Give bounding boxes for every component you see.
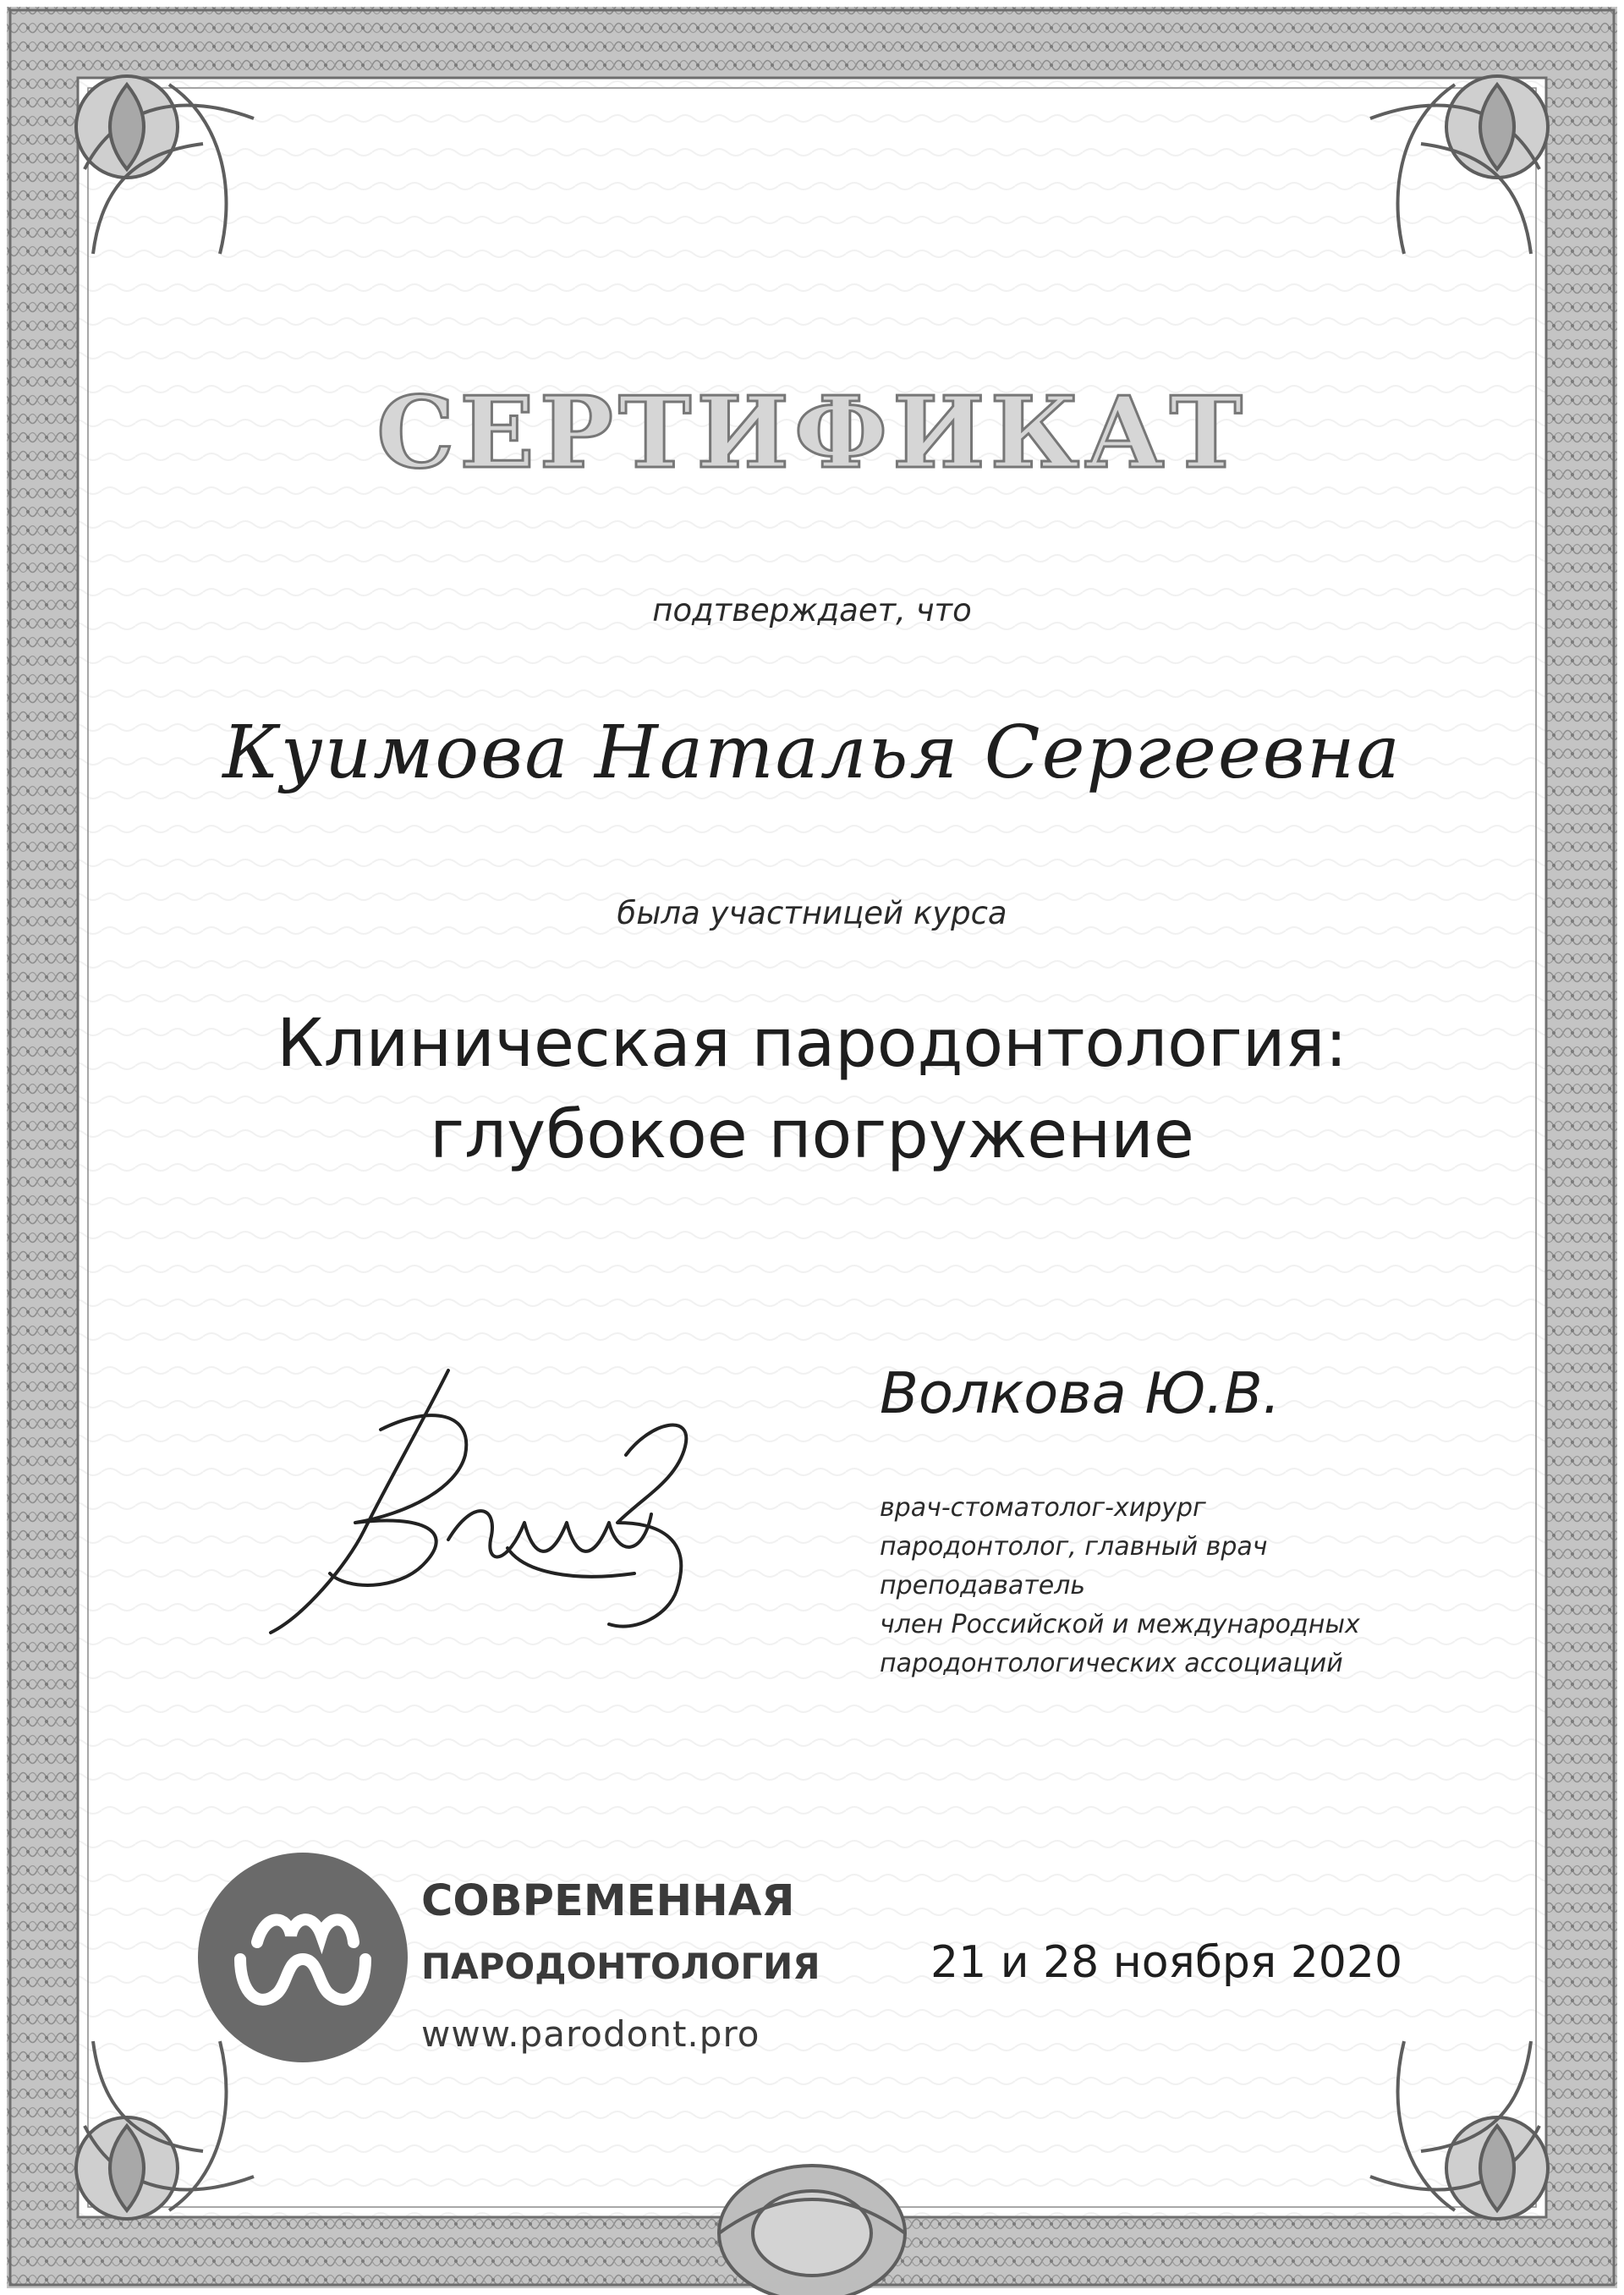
credential-line: член Российской и международных [880,1610,1360,1639]
signer-name: Волкова Ю.В. [880,1360,1281,1426]
recipient-name: Куимова Наталья Сергеевна [222,711,1402,795]
wm-logo-icon [196,1851,409,2064]
credential-line: пародонтолог, главный врач [880,1532,1268,1562]
course-dates: 21 и 28 ноября 2020 [930,1937,1403,1988]
certificate-title-text: СЕРТИФИКАТ [376,376,1248,491]
credential-line: преподаватель [880,1571,1086,1600]
org-name-line2: ПАРОДОНТОЛОГИЯ [421,1946,820,1987]
signer-credentials [880,1489,1489,1683]
credential-line: врач-стоматолог-хирург [880,1493,1206,1523]
handwritten-signature-icon [254,1353,744,1658]
credential-line: пародонтологических ассоциаций [880,1649,1343,1678]
course-title-line: Клиническая пародонтология: [277,1006,1347,1082]
org-website: www.parodont.pro [421,2013,760,2055]
bottom-medallion [719,2166,905,2295]
course-title [135,998,1489,1181]
participation-text: была участницей курса [617,895,1007,931]
intro-text: подтверждает, что [652,592,972,629]
course-title-line: глубокое погружение [430,1097,1194,1173]
org-name-line1: СОВРЕМЕННАЯ [421,1876,795,1926]
certificate-title [304,372,1320,491]
